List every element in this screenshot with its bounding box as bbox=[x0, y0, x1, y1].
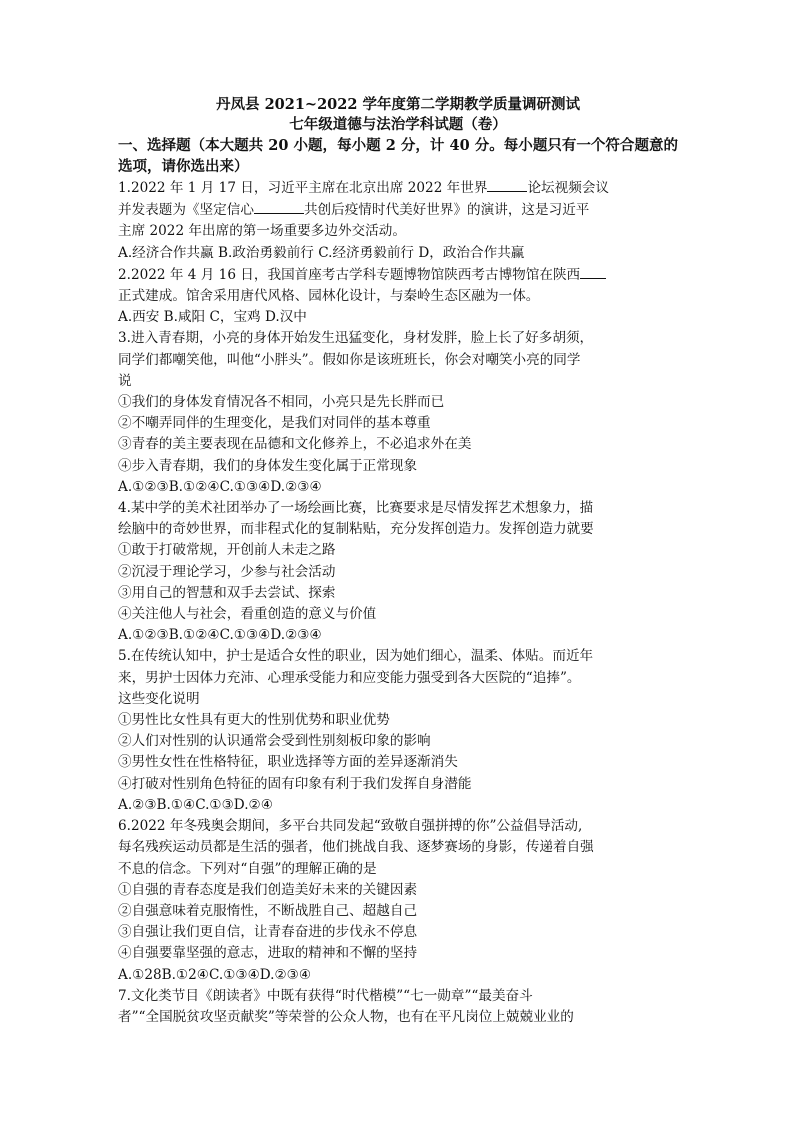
question-6-statement-2: ②自强意味着克服惰性，不断战胜自己、超越自己 bbox=[118, 902, 418, 919]
question-6-line-1: 6.2022 年冬残奥会期间，多平台共同发起“致敬自强拼搏的你”公益倡导活动, bbox=[118, 818, 583, 835]
question-2 bbox=[118, 264, 678, 329]
exam-title-line1: 丹凤县 2021~2022 学年度第二学期教学质量调研测试 bbox=[216, 96, 580, 113]
question-1-line-1: 1.2022 年 1 月 17 日，习近平主席在北京出席 2022 年世界 论坛视频会议 bbox=[118, 177, 678, 199]
question-1 bbox=[118, 177, 678, 264]
question-1-options: A.经济合作共赢 B.政治勇毅前行 C.经济勇毅前行 D，政治合作共赢 bbox=[118, 244, 525, 261]
answer-blank bbox=[254, 199, 304, 214]
question-7-line-1: 7.文化类节目《朗读者》中既有获得“时代楷模”“七一勋章”“最美奋斗 bbox=[118, 987, 533, 1004]
question-3-statement-1: ①我们的身体发育情况各不相同，小亮只是先长胖而已 bbox=[118, 394, 445, 411]
question-4-statement-3: ③用自己的智慧和双手去尝试、探索 bbox=[118, 584, 336, 601]
question-4-line-1: 4.某中学的美术社团举办了一场绘画比赛，比赛要求是尽情发挥艺术想象力，描 bbox=[118, 500, 594, 517]
exam-page bbox=[118, 95, 678, 1028]
answer-blank bbox=[580, 264, 606, 279]
question-3-line-3: 说 bbox=[118, 372, 132, 389]
question-4-options: A.①②③B.①②④C.①③④D.②③④ bbox=[118, 627, 322, 644]
question-1-line-2: 并发表题为《坚定信心 共创后疫情时代美好世界》的演讲，这是习近平 bbox=[118, 199, 678, 221]
question-5-statement-2: ②人们对性别的认识通常会受到性别刻板印象的影响 bbox=[118, 733, 431, 750]
question-3-options: A.①②③B.①②④C.①③④D.②③④ bbox=[118, 478, 322, 495]
question-5-line-2: 来，男护士因体力充沛、心理承受能力和应变能力强受到各大医院的“追捧”。 bbox=[118, 669, 581, 686]
question-3-statement-4: ④步入青春期，我们的身体发生变化属于正常现象 bbox=[118, 457, 418, 474]
question-5-line-3: 这些变化说明 bbox=[118, 690, 200, 707]
question-6-line-3: 不息的信念。下列对“自强”的理解正确的是 bbox=[118, 860, 377, 877]
question-2-line-1: 2.2022 年 4 月 16 日，我国首座考古学科专题博物馆陕西考古博物馆在陕西 bbox=[118, 264, 678, 286]
question-5-statement-4: ④打破对性别角色特征的固有印象有利于我们发挥自身潜能 bbox=[118, 775, 472, 792]
answer-blank bbox=[487, 177, 527, 192]
question-6-options: A.①28B.①2④C.①③④D.②③④ bbox=[118, 966, 312, 983]
question-5 bbox=[118, 646, 678, 816]
question-7 bbox=[118, 986, 678, 1028]
question-6-statement-4: ④自强要靠坚强的意志，进取的精神和不懈的坚持 bbox=[118, 945, 418, 962]
question-5-statement-3: ③男性女性在性格特征，职业选择等方面的差异逐渐消失 bbox=[118, 754, 458, 771]
question-3 bbox=[118, 328, 678, 498]
question-6-statement-3: ③自强让我们更自信，让青春奋进的步伐永不停息 bbox=[118, 924, 418, 941]
question-4-line-2: 绘脑中的奇妙世界，而非程式化的复制粘贴，充分发挥创造力。发挥创造力就要 bbox=[118, 521, 594, 538]
question-3-line-1: 3.进入青春期，小亮的身体开始发生迅猛变化，身材发胖，脸上长了好多胡须， bbox=[118, 330, 594, 347]
question-3-statement-3: ③青春的美主要表现在品德和文化修养上，不必追求外在美 bbox=[118, 436, 472, 453]
question-5-statement-1: ①男性比女性具有更大的性别优势和职业优势 bbox=[118, 712, 390, 729]
question-5-options: A.②③B.①④C.①③D.②④ bbox=[118, 796, 273, 813]
question-7-line-2: 者”“全国脱贫攻坚贡献奖”等荣誉的公众人物，也有在平凡岗位上兢兢业业的 bbox=[118, 1008, 574, 1025]
question-6-statement-1: ①自强的青春态度是我们创造美好未来的关键因素 bbox=[118, 881, 418, 898]
question-2-options: A.西安 B.咸阳 C，宝鸡 D.汉中 bbox=[118, 309, 307, 326]
question-6 bbox=[118, 816, 678, 986]
question-4 bbox=[118, 498, 678, 646]
exam-title-line2: 七年级道德与法治学科试题（卷） bbox=[289, 116, 507, 133]
question-4-statement-4: ④关注他人与社会，看重创造的意义与价值 bbox=[118, 606, 377, 623]
section-heading-choice: 一、选择题（本大题共 20 小题，每小题 2 分，计 40 分。每小题只有一个符合题意的选项，请你选出来） bbox=[118, 137, 678, 175]
question-4-statement-2: ②沉浸于理论学习，少参与社会活动 bbox=[118, 563, 336, 580]
question-6-line-2: 每名残疾运动员都是生活的强者，他们挑战自我、逐梦赛场的身影，传递着自强 bbox=[118, 839, 594, 856]
question-5-line-1: 5.在传统认知中，护士是适合女性的职业，因为她们细心，温柔、体贴。而近年 bbox=[118, 648, 594, 665]
question-1-line-3: 主席 2022 年出席的第一场重要多边外交活动。 bbox=[118, 223, 406, 240]
question-3-statement-2: ②不嘲弄同伴的生理变化，是我们对同伴的基本尊重 bbox=[118, 415, 431, 432]
question-4-statement-1: ①敢于打破常规，开创前人未走之路 bbox=[118, 542, 336, 559]
question-3-line-2: 同学们都嘲笑他，叫他“小胖头”。假如你是该班班长，你会对嘲笑小亮的同学 bbox=[118, 351, 581, 368]
question-2-line-2: 正式建成。馆舍采用唐代风格、园林化设计，与秦岭生态区融为一体。 bbox=[118, 288, 540, 305]
